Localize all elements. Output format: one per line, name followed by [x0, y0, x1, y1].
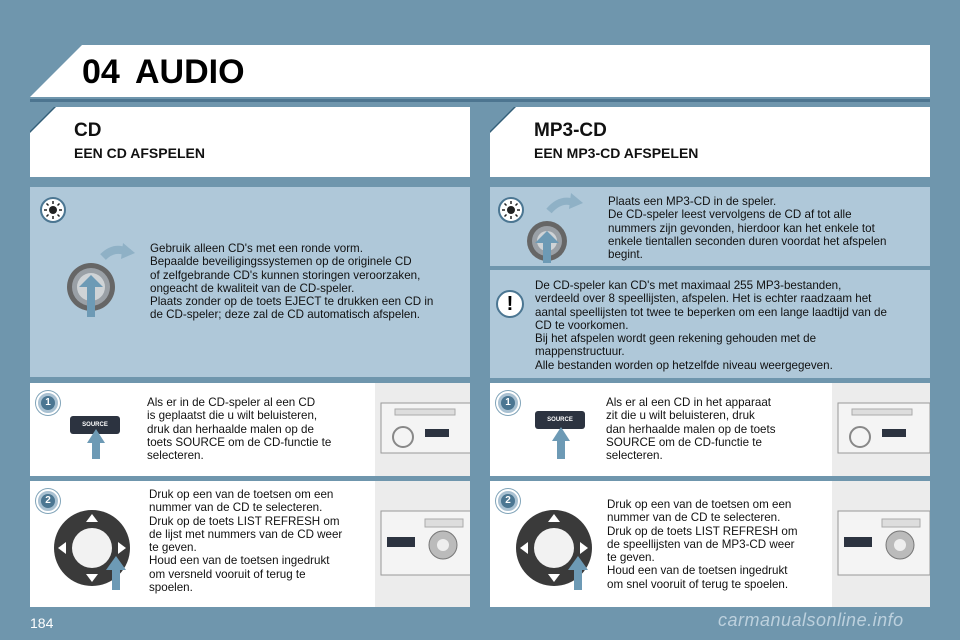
radio-unit-icon — [832, 481, 930, 607]
arrow-up-icon — [557, 441, 565, 459]
mp3-info-text: Plaats een MP3-CD in de speler. De CD-speler leest vervolgens de CD af tot alle nummers zijn gevonden, hierdoor kan het enkele tot enkele tientallen seconden duren voordat het afspelen begint. — [608, 195, 887, 262]
header-divider — [30, 99, 930, 102]
step-badge-2: 2 — [496, 489, 520, 513]
cd-info-panel — [30, 187, 470, 377]
radio-unit-icon — [375, 383, 470, 476]
mp3-step-2 — [490, 481, 930, 607]
source-key-icon: SOURCE — [535, 411, 585, 429]
dpad-icon — [512, 496, 612, 596]
cd-step-1-text: Als er in de CD-speler al een CD is geplaatst die u wilt beluisteren, druk dan herhaalde malen op de toets SOURCE om de CD-functie te selecteren. — [147, 396, 332, 463]
mp3-step-2-text: Druk op een van de toetsen om een nummer van de CD te selecteren. Druk op de toets LIST REFRESH om de speellijsten van de MP3-CD weer te geven. Houd een van de toetsen ingedrukt om snel vooruit of terug te spoelen. — [607, 498, 798, 591]
mp3-warning-text: De CD-speler kan CD's met maximaal 255 MP3-bestanden, verdeeld over 8 speellijsten, afspelen. Het is echter raadzaam het aantal speellijsten tot twee te beperken om een lange laadtijd van de CD te voorkomen. Bij het afspelen wordt geen rekening gehouden met de mappenstructuur. Alle bestanden worden op hetzelfde niveau weergegeven. — [535, 279, 887, 372]
cd-info-text: Gebruik alleen CD's met een ronde vorm. Bepaalde beveiligingssystemen op de originele CD of zelfgebrande CD's kunnen storingen veroorzaken, ongeacht de kwaliteit van de CD-speler. Plaats zonder op de toets EJECT te drukken een CD in de CD-speler; deze zal de CD automatisch afspelen. — [150, 242, 434, 322]
radio-unit-icon — [832, 383, 930, 476]
page-number: 184 — [30, 615, 54, 631]
section-header-cd — [30, 107, 470, 177]
step-badge-1: 1 — [496, 391, 520, 415]
step-badge-2: 2 — [36, 489, 60, 513]
radio-unit-icon — [375, 481, 470, 607]
knob-icon — [65, 239, 145, 319]
cd-step-2-text: Druk op een van de toetsen om een nummer van de CD te selecteren. Druk op de toets LIST REFRESH om de lijst met nummers van de CD weer te geven. Houd een van de toetsen ingedrukt om versneld vooruit of terug te spoelen. — [149, 488, 343, 595]
knob-icon — [525, 189, 605, 264]
section-title-cd: CD — [74, 120, 102, 141]
arrow-head-icon — [87, 429, 105, 443]
source-key-icon: SOURCE — [70, 416, 120, 434]
mp3-step-1-text: Als er al een CD in het apparaat zit die u wilt beluisteren, druk dan herhaalde malen op de toets SOURCE om de CD-functie te selecteren. — [606, 396, 776, 463]
chapter-number: 04 — [82, 53, 120, 91]
section-header-mp3 — [490, 107, 930, 177]
watermark: carmanualsonline.info — [718, 610, 904, 630]
bulb-icon — [40, 197, 66, 223]
mp3-warning-panel — [490, 270, 930, 378]
section-subtitle-cd: EEN CD AFSPELEN — [74, 145, 205, 161]
mp3-step-1 — [490, 383, 930, 476]
cd-step-2 — [30, 481, 470, 607]
chapter-title: AUDIO — [135, 53, 245, 91]
dpad-icon — [50, 496, 150, 596]
bulb-icon — [498, 197, 524, 223]
header-notch — [30, 45, 82, 97]
exclamation-icon: ! — [496, 290, 524, 318]
cd-step-1 — [30, 383, 470, 476]
arrow-up-icon — [92, 443, 100, 459]
arrow-head-icon — [552, 427, 570, 441]
step-badge-1: 1 — [36, 391, 60, 415]
section-title-mp3: MP3-CD — [534, 120, 607, 141]
mp3-info-panel — [490, 187, 930, 266]
section-subtitle-mp3: EEN MP3-CD AFSPELEN — [534, 145, 699, 161]
